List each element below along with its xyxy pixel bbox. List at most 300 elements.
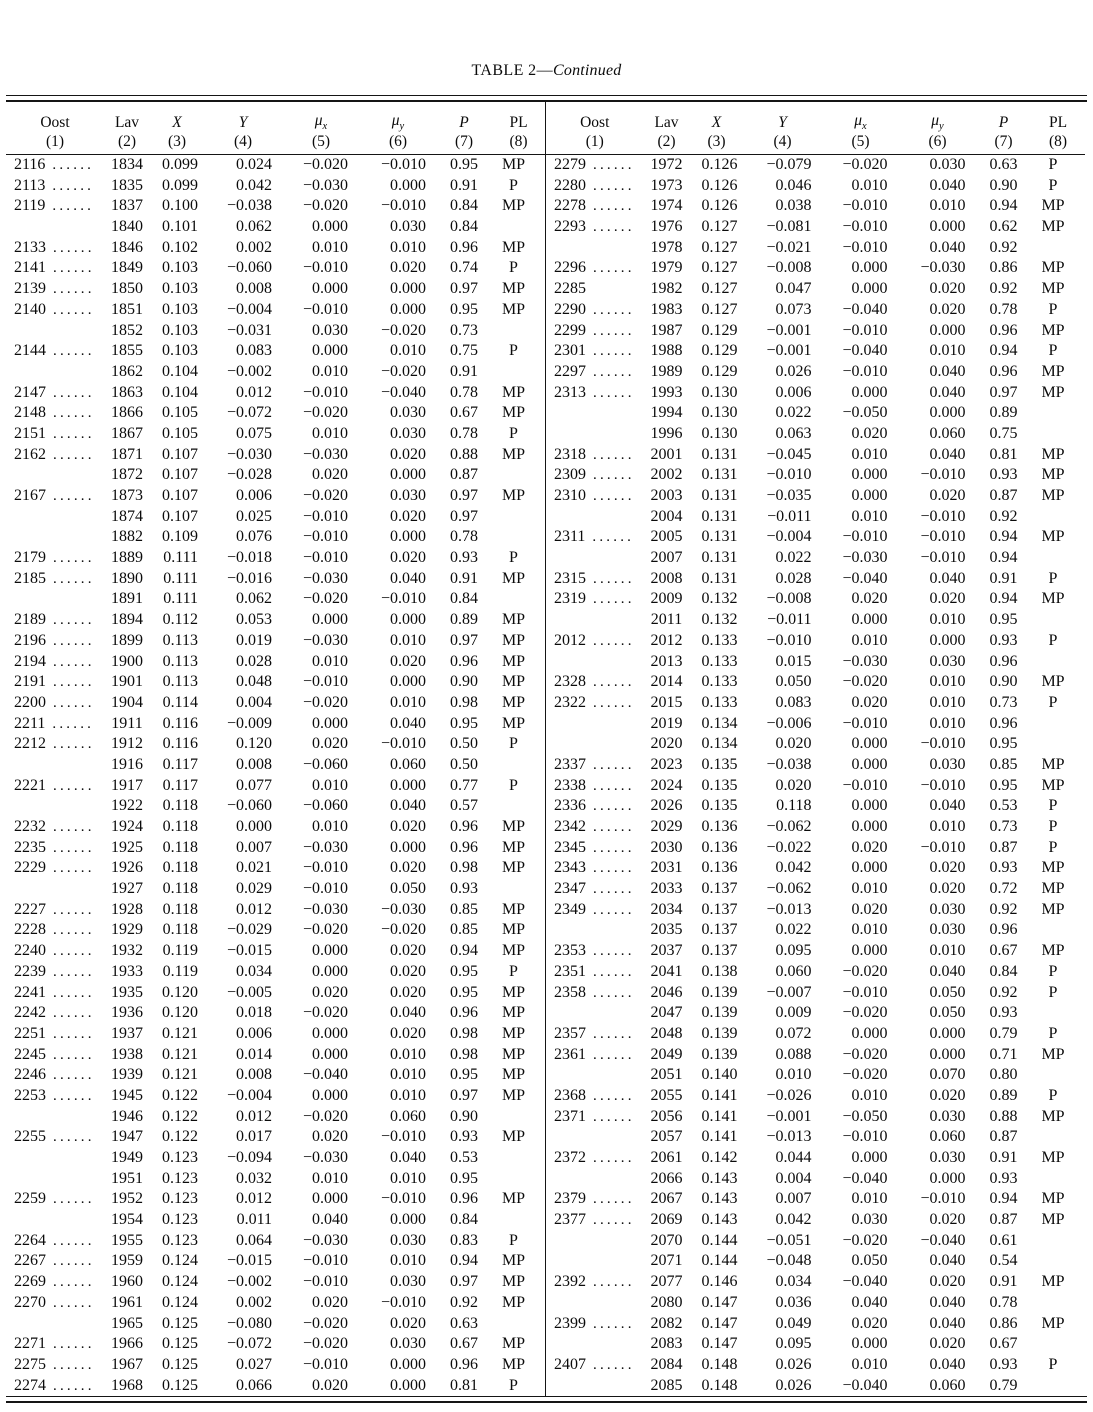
cell-mu-x: −0.030 — [302, 900, 348, 918]
cell-mu-y: 0.030 — [390, 404, 426, 422]
table-row — [6, 217, 545, 238]
cell-mu-x: −0.020 — [302, 404, 348, 422]
cell-x: 0.147 — [701, 1293, 738, 1311]
table-row — [546, 527, 1085, 548]
cell-mu-x: −0.040 — [842, 1169, 888, 1187]
cell-lav: 1926 — [111, 859, 143, 877]
oost-number: 2301 — [554, 342, 586, 360]
cell-lav: 2005 — [650, 528, 683, 546]
leader-dots: ...... — [593, 777, 635, 794]
cell-lav: 1863 — [111, 383, 143, 401]
table-row — [546, 445, 1085, 466]
cell-mu-y: 0.030 — [390, 218, 426, 236]
leader-dots: ...... — [53, 943, 95, 960]
cell-p: 0.96 — [450, 818, 478, 835]
oost-number: 2116 — [14, 156, 46, 173]
cell-p: 0.96 — [450, 652, 478, 670]
column-number: (1) — [546, 132, 644, 155]
cell-pl — [492, 1210, 545, 1231]
cell-x: 0.121 — [162, 1045, 198, 1063]
cell-y: 0.038 — [775, 197, 812, 215]
cell-oost — [6, 900, 104, 921]
cell-x: 0.118 — [162, 859, 198, 877]
cell-y: 0.022 — [775, 921, 812, 939]
cell-pl: MP — [501, 942, 526, 960]
cell-pl: MP — [1041, 1211, 1065, 1229]
table-row — [546, 1251, 1085, 1272]
cell-oost — [6, 176, 104, 197]
cell-y: −0.006 — [766, 714, 812, 732]
cell-x: 0.125 — [162, 1335, 198, 1353]
table-row — [6, 941, 545, 962]
cell-mu-y: 0.050 — [929, 1004, 966, 1022]
cell-oost — [6, 983, 104, 1004]
cell-oost — [6, 196, 104, 217]
cell-y: 0.050 — [775, 673, 812, 691]
cell-mu-x: −0.020 — [842, 1045, 888, 1063]
cell-oost — [6, 300, 104, 321]
leader-dots: ...... — [593, 694, 635, 711]
header-label-row — [6, 102, 545, 132]
bottom-double-rule — [6, 1396, 1087, 1403]
cell-pl — [1032, 652, 1085, 673]
leader-dots: ...... — [53, 1232, 95, 1249]
table-row — [546, 1169, 1085, 1190]
cell-mu-x: −0.030 — [302, 1231, 348, 1249]
cell-pl — [492, 527, 545, 548]
oost-number: 2274 — [14, 1376, 46, 1394]
column-number: (2) — [644, 132, 690, 155]
leader-dots: ...... — [593, 1046, 635, 1063]
oost-number: 2349 — [554, 900, 586, 918]
cell-x: 0.148 — [701, 1376, 738, 1394]
column-header-italic: μ — [854, 111, 863, 129]
cell-x: 0.136 — [701, 838, 738, 856]
table-caption-dash: — — [536, 62, 553, 79]
table-row — [6, 465, 545, 486]
cell-lav: 2008 — [650, 569, 683, 587]
cell-pl: P — [509, 1376, 518, 1394]
cell-pl: P — [1048, 797, 1058, 815]
cell-y: −0.005 — [226, 983, 272, 1001]
table-row — [6, 879, 545, 900]
cell-mu-y: 0.020 — [390, 962, 426, 980]
leader-dots: ...... — [593, 591, 635, 608]
cell-mu-y: 0.020 — [929, 590, 966, 608]
oost-number: 2377 — [554, 1211, 586, 1229]
cell-mu-y: −0.020 — [380, 321, 426, 339]
cell-p: 0.85 — [989, 755, 1018, 773]
cell-x: 0.100 — [162, 197, 198, 215]
cell-lav: 2015 — [650, 693, 683, 711]
table-caption-continued: Continued — [553, 62, 622, 79]
cell-y: −0.038 — [226, 197, 272, 215]
leader-dots: ...... — [53, 901, 95, 918]
oost-number: 2309 — [554, 466, 586, 484]
table-row — [6, 693, 545, 714]
column-header-italic: μ — [391, 111, 400, 129]
cell-p: 0.67 — [989, 942, 1018, 960]
leader-dots: ...... — [52, 715, 95, 732]
cell-x: 0.112 — [162, 611, 198, 629]
column-header-subscript: y — [939, 121, 944, 132]
column-header-y — [204, 102, 282, 132]
cell-mu-x: −0.010 — [302, 259, 348, 277]
cell-p: 0.95 — [450, 962, 478, 980]
cell-mu-y: 0.040 — [390, 1149, 426, 1166]
cell-mu-x: −0.010 — [302, 549, 348, 567]
column-header-x — [690, 102, 744, 132]
cell-lav: 1949 — [111, 1149, 143, 1166]
table-row — [546, 631, 1085, 652]
table-row — [6, 1045, 545, 1066]
cell-mu-y: 0.010 — [929, 673, 966, 691]
cell-y: −0.035 — [766, 487, 812, 504]
cell-lav: 1939 — [111, 1066, 143, 1084]
cell-x: 0.118 — [162, 900, 198, 918]
cell-lav: 1955 — [111, 1231, 143, 1249]
table-row — [546, 465, 1085, 486]
cell-mu-x: −0.040 — [842, 569, 888, 587]
cell-pl — [1032, 734, 1085, 755]
table-row — [546, 1355, 1085, 1376]
oost-number: 2232 — [14, 818, 46, 835]
cell-y: −0.060 — [226, 259, 272, 277]
cell-x: 0.131 — [701, 487, 738, 504]
cell-mu-y: 0.060 — [929, 1376, 966, 1394]
column-number: (6) — [360, 132, 436, 155]
leader-dots: ...... — [593, 943, 635, 960]
cell-oost — [6, 1210, 104, 1231]
table-row — [546, 983, 1085, 1004]
leader-dots: ...... — [593, 1150, 635, 1166]
cell-mu-y: 0.040 — [929, 1314, 966, 1332]
table-row — [546, 796, 1085, 817]
cell-x: 0.127 — [701, 300, 738, 318]
cell-mu-x: 0.010 — [851, 880, 888, 898]
cell-y: 0.012 — [236, 1190, 272, 1208]
cell-lav: 1846 — [111, 238, 143, 256]
cell-oost — [6, 507, 104, 528]
cell-mu-x: −0.030 — [842, 652, 888, 670]
cell-lav: 1989 — [650, 362, 683, 380]
cell-pl: MP — [1041, 487, 1065, 504]
column-header-pl: PL — [1048, 114, 1068, 131]
cell-x: 0.131 — [701, 528, 738, 546]
cell-pl: MP — [1041, 1273, 1065, 1291]
cell-lav: 1927 — [111, 880, 143, 898]
cell-oost — [6, 527, 104, 548]
leader-dots: ...... — [593, 1025, 635, 1042]
cell-p: 0.98 — [450, 693, 478, 711]
column-header-lav: Lav — [654, 114, 679, 131]
cell-x: 0.119 — [162, 942, 198, 960]
cell-oost — [546, 1003, 644, 1024]
cell-lav: 1978 — [650, 238, 683, 256]
cell-p: 0.84 — [450, 197, 478, 215]
cell-p: 0.67 — [450, 404, 478, 422]
leader-dots: ...... — [593, 177, 635, 194]
table-row — [6, 1024, 545, 1045]
cell-x: 0.129 — [701, 342, 738, 360]
cell-oost — [546, 465, 644, 486]
cell-y: 0.008 — [236, 280, 272, 298]
cell-oost — [546, 548, 644, 569]
table-row — [546, 610, 1085, 631]
cell-pl: P — [1048, 176, 1058, 194]
cell-y: −0.080 — [226, 1314, 272, 1332]
cell-lav: 1871 — [111, 445, 143, 463]
cell-lav: 2024 — [650, 776, 683, 794]
cell-pl: MP — [1041, 1190, 1065, 1208]
cell-y: −0.011 — [767, 507, 812, 525]
cell-x: 0.125 — [162, 1314, 198, 1332]
cell-pl: MP — [501, 300, 526, 318]
table-row — [6, 900, 545, 921]
cell-x: 0.134 — [701, 714, 738, 732]
cell-pl: MP — [501, 838, 526, 856]
cell-oost — [546, 321, 644, 342]
cell-p: 0.54 — [989, 1252, 1018, 1270]
cell-y: −0.051 — [766, 1231, 812, 1249]
cell-mu-y: 0.040 — [390, 714, 426, 732]
cell-p: 0.93 — [989, 1355, 1018, 1373]
table-row — [546, 1127, 1085, 1148]
cell-x: 0.135 — [701, 776, 738, 794]
oost-number: 2139 — [14, 280, 46, 298]
leader-dots: ...... — [53, 1191, 95, 1208]
cell-lav: 2007 — [650, 549, 683, 567]
oost-number: 2245 — [14, 1045, 46, 1063]
column-number: (1) — [6, 132, 104, 155]
cell-y: 0.012 — [236, 1107, 272, 1125]
table-row — [546, 403, 1085, 424]
cell-lav: 1936 — [111, 1004, 143, 1022]
cell-lav: 1937 — [111, 1024, 143, 1042]
cell-pl — [492, 589, 545, 610]
table-row — [6, 445, 545, 466]
cell-oost — [6, 941, 104, 962]
oost-number: 2212 — [14, 735, 46, 753]
cell-mu-y: 0.010 — [390, 342, 426, 360]
cell-mu-y: 0.030 — [390, 1231, 426, 1249]
leader-dots: ...... — [53, 570, 95, 587]
oost-number: 2372 — [554, 1149, 586, 1166]
cell-oost — [6, 155, 104, 176]
cell-mu-y: −0.010 — [380, 1190, 426, 1208]
cell-lav: 1890 — [111, 569, 143, 587]
table-row — [6, 238, 545, 259]
cell-mu-y: 0.020 — [929, 1273, 966, 1291]
cell-mu-y: −0.010 — [380, 735, 426, 753]
cell-y: 0.006 — [775, 383, 812, 401]
cell-pl: P — [509, 259, 518, 277]
cell-mu-y: −0.010 — [380, 1293, 426, 1311]
table-row — [6, 321, 545, 342]
cell-p: 0.97 — [450, 631, 478, 649]
table-row — [6, 1293, 545, 1314]
oost-number: 2240 — [14, 942, 46, 960]
column-header-y — [744, 102, 822, 132]
cell-lav: 1855 — [111, 342, 143, 360]
cell-mu-x: 0.000 — [851, 487, 888, 504]
cell-pl: MP — [501, 1128, 526, 1146]
cell-lav: 1873 — [111, 487, 143, 504]
cell-mu-x: −0.020 — [302, 487, 348, 504]
cell-oost — [546, 176, 644, 197]
leader-dots: ...... — [53, 819, 95, 835]
oost-number: 2399 — [554, 1314, 586, 1332]
cell-p: 0.87 — [989, 487, 1018, 504]
cell-y: 0.010 — [775, 1066, 812, 1084]
cell-y: −0.007 — [766, 983, 812, 1001]
cell-lav: 2080 — [650, 1293, 683, 1311]
cell-pl: P — [1048, 693, 1058, 711]
cell-p: 0.95 — [989, 611, 1018, 629]
table-header — [6, 102, 545, 155]
cell-mu-x: −0.060 — [302, 755, 348, 773]
cell-x: 0.132 — [701, 590, 738, 608]
cell-p: 0.67 — [989, 1335, 1018, 1353]
cell-p: 0.90 — [450, 673, 478, 691]
cell-p: 0.86 — [989, 1314, 1018, 1332]
cell-pl — [492, 879, 545, 900]
cell-y: 0.034 — [236, 962, 272, 980]
cell-oost — [546, 755, 644, 776]
table-row — [546, 858, 1085, 879]
cell-mu-y: 0.010 — [390, 238, 426, 256]
cell-oost — [546, 693, 644, 714]
cell-y: −0.021 — [766, 238, 812, 256]
table-row — [546, 693, 1085, 714]
column-header-x — [150, 102, 204, 132]
cell-x: 0.144 — [701, 1231, 738, 1249]
cell-lav: 1904 — [111, 693, 143, 711]
cell-mu-y: 0.040 — [929, 962, 966, 980]
cell-p: 0.50 — [450, 735, 478, 753]
cell-mu-x: 0.010 — [851, 507, 888, 525]
cell-pl: P — [1048, 1355, 1058, 1373]
cell-mu-x: 0.000 — [851, 466, 888, 484]
cell-p: 0.91 — [450, 176, 478, 194]
cell-oost — [6, 734, 104, 755]
cell-pl: MP — [501, 611, 526, 629]
column-header-lav: Lav — [114, 114, 140, 131]
cell-lav: 1961 — [111, 1293, 143, 1311]
cell-pl — [1032, 238, 1085, 259]
cell-pl — [492, 1169, 545, 1190]
cell-lav: 2077 — [650, 1273, 683, 1291]
cell-y: −0.028 — [226, 466, 272, 484]
cell-y: −0.011 — [767, 611, 812, 629]
oost-number: 2338 — [554, 776, 586, 794]
cell-oost — [546, 1355, 644, 1376]
table-row — [6, 1086, 545, 1107]
table-row — [546, 1107, 1085, 1128]
cell-y: 0.020 — [775, 776, 812, 794]
leader-dots: ...... — [53, 653, 95, 670]
column-header-italic: μ — [314, 111, 323, 129]
table-row — [6, 362, 545, 383]
cell-oost — [6, 569, 104, 590]
oost-number: 2278 — [554, 197, 586, 215]
leader-dots: ...... — [53, 425, 95, 442]
cell-lav: 1912 — [111, 735, 143, 753]
cell-pl: MP — [501, 280, 526, 298]
cell-mu-x: −0.010 — [302, 1252, 348, 1270]
cell-p: 0.71 — [989, 1045, 1018, 1063]
cell-mu-y: −0.010 — [920, 1190, 966, 1208]
column-number: (5) — [822, 132, 900, 155]
table-row — [546, 589, 1085, 610]
cell-mu-x: 0.020 — [851, 693, 888, 711]
cell-p: 0.77 — [450, 776, 478, 794]
cell-mu-x: −0.010 — [842, 321, 888, 339]
leader-dots: ...... — [593, 798, 635, 815]
table-row — [6, 1231, 545, 1252]
cell-oost — [546, 631, 644, 652]
cell-y: 0.020 — [775, 735, 812, 753]
cell-oost — [6, 341, 104, 362]
cell-lav: 2061 — [650, 1149, 683, 1166]
oost-number: 2297 — [554, 362, 586, 380]
cell-p: 0.91 — [989, 1273, 1018, 1291]
cell-mu-y: 0.000 — [390, 611, 426, 629]
table-row — [6, 1314, 545, 1335]
cell-x: 0.144 — [701, 1252, 738, 1270]
cell-p: 0.87 — [450, 466, 478, 484]
cell-mu-y: −0.010 — [920, 466, 966, 484]
cell-x: 0.103 — [162, 280, 198, 298]
table-row — [546, 1024, 1085, 1045]
cell-lav: 2051 — [650, 1066, 683, 1084]
cell-y: −0.016 — [226, 569, 272, 587]
cell-p: 0.50 — [450, 755, 478, 773]
cell-y: −0.081 — [766, 218, 812, 236]
cell-lav: 2037 — [650, 942, 683, 960]
cell-pl: P — [1048, 818, 1058, 835]
cell-mu-x: 0.010 — [851, 1190, 888, 1208]
cell-oost — [546, 1293, 644, 1314]
cell-pl: MP — [501, 445, 526, 463]
cell-p: 0.98 — [450, 859, 478, 877]
cell-x: 0.137 — [701, 921, 738, 939]
cell-mu-x: 0.010 — [851, 921, 888, 939]
cell-x: 0.105 — [162, 424, 198, 442]
oost-number: 2239 — [14, 962, 46, 980]
cell-mu-y: 0.010 — [929, 942, 966, 960]
column-header-oost: Oost — [580, 114, 610, 131]
cell-y: 0.118 — [776, 797, 812, 815]
cell-x: 0.130 — [701, 424, 738, 442]
cell-mu-y: 0.060 — [929, 424, 966, 442]
oost-number: 2275 — [14, 1355, 46, 1373]
cell-x: 0.103 — [162, 321, 198, 339]
cell-mu-y: 0.030 — [929, 1107, 966, 1125]
cell-mu-x: −0.030 — [302, 569, 348, 587]
oost-number: 2194 — [14, 652, 46, 670]
cell-p: 0.93 — [450, 880, 478, 898]
oost-number: 2351 — [554, 962, 586, 980]
cell-lav: 2084 — [650, 1355, 683, 1373]
leader-dots: ...... — [593, 157, 635, 173]
cell-y: 0.026 — [775, 1355, 812, 1373]
cell-mu-y: 0.020 — [390, 259, 426, 277]
cell-mu-y: 0.040 — [390, 797, 426, 815]
cell-y: 0.120 — [236, 735, 272, 753]
leader-dots: ...... — [593, 1212, 635, 1229]
cell-oost — [6, 1355, 104, 1376]
